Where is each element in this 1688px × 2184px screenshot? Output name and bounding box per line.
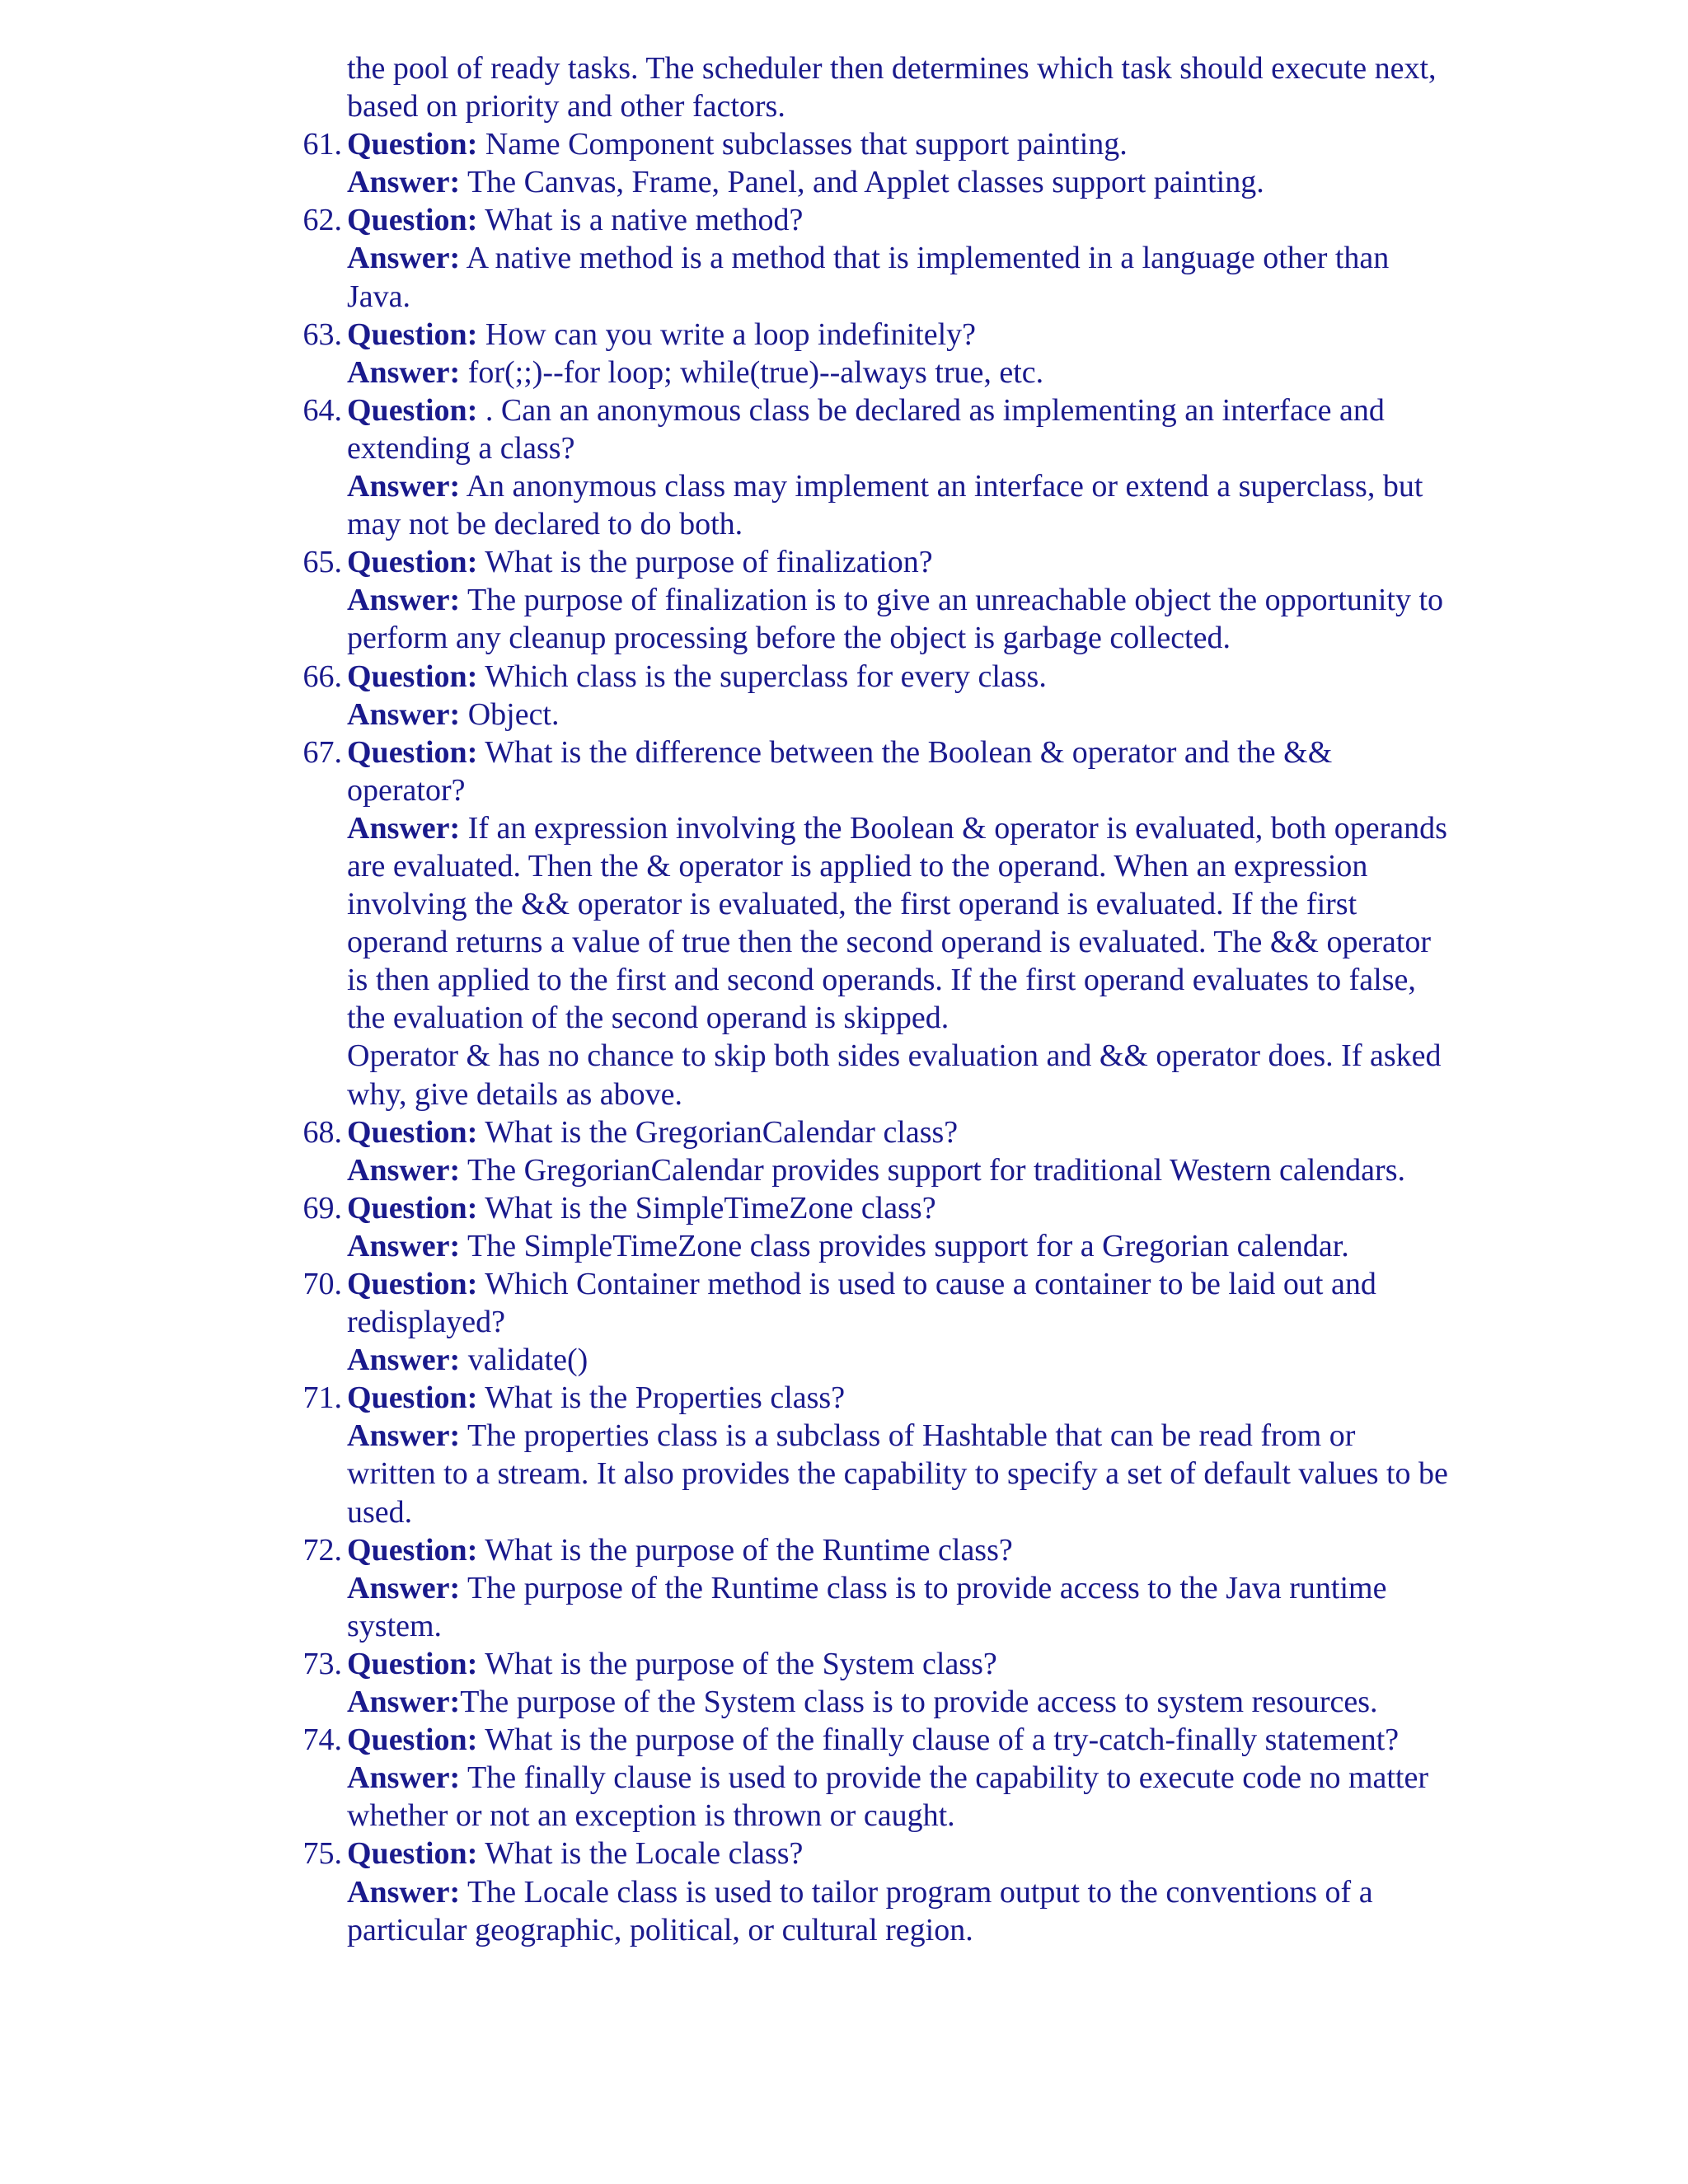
item-number: 71. (302, 1380, 342, 1416)
item-number: 65. (302, 545, 342, 580)
question-line (347, 1113, 1451, 1151)
question-text: What is the purpose of finalization? (485, 545, 933, 580)
question-text: Which class is the superclass for every class. (485, 658, 1047, 694)
answer-text: A native method is a method that is implemented in a language other than Java. (347, 241, 1390, 314)
answer-label: Answer: (347, 1418, 461, 1454)
qa-item (302, 125, 1451, 201)
item-number: 75. (302, 1836, 342, 1872)
question-label: Question: (347, 1190, 478, 1226)
answer-label: Answer: (347, 469, 461, 504)
answer-line (347, 354, 1451, 391)
answer-line (347, 696, 1451, 733)
question-text: Which Container method is used to cause a container to be laid out and redisplayed? (347, 1267, 1376, 1340)
qa-item (302, 1645, 1451, 1721)
question-line (347, 1835, 1451, 1872)
answer-line (347, 467, 1451, 543)
answer-text: validate() (467, 1343, 588, 1378)
question-line (347, 658, 1451, 696)
qa-item (302, 1113, 1451, 1189)
answer-line (347, 163, 1451, 201)
item-number: 63. (302, 316, 342, 352)
answer-label: Answer: (347, 354, 461, 390)
item-number: 72. (302, 1532, 342, 1568)
qa-item (302, 1265, 1451, 1379)
item-number: 73. (302, 1646, 342, 1681)
question-line (347, 391, 1451, 467)
question-line (347, 201, 1451, 239)
question-label: Question: (347, 1722, 478, 1758)
question-text: What is the purpose of the finally clause of a try-catch-finally statement? (485, 1722, 1400, 1758)
question-text: What is the purpose of the System class? (485, 1646, 997, 1681)
answer-label: Answer: (347, 810, 461, 846)
qa-item (302, 1189, 1451, 1265)
answer-note: Operator & has no chance to skip both sides evaluation and && operator does. If asked why, give details as above. (347, 1038, 1442, 1112)
qa-item (302, 1379, 1451, 1530)
answer-line (347, 1341, 1451, 1379)
answer-text: The Locale class is used to tailor program output to the conventions of a particular geographic, political, or cultural region. (347, 1874, 1373, 1947)
item-number: 74. (302, 1722, 342, 1758)
answer-text: The GregorianCalendar provides support for traditional Western calendars. (467, 1152, 1405, 1188)
question-label: Question: (347, 1646, 478, 1681)
answer-line (347, 1759, 1451, 1835)
answer-text: If an expression involving the Boolean & operator is evaluated, both operands are evaluated. Then the & operator is applied to the operand. When an expression involving the && operator is evaluated, the first operand is evaluated. If the first operand returns a value of true then the second operand is evaluated. The && operator is then applied to the first and second operands. If the first operand evaluates to false, the evaluation of the second operand is skipped. (347, 810, 1447, 1036)
question-label: Question: (347, 203, 478, 238)
item-number: 61. (302, 127, 342, 162)
answer-label: Answer: (347, 1760, 461, 1796)
qa-list (302, 125, 1451, 1949)
question-line (347, 1645, 1451, 1683)
answer-label: Answer: (347, 165, 461, 200)
answer-text: The finally clause is used to provide the capability to execute code no matter whether or not an exception is thrown or caught. (347, 1760, 1429, 1834)
answer-text: for(;;)--for loop; while(true)--always true, etc. (467, 354, 1044, 390)
answer-label: Answer: (347, 241, 461, 276)
question-label: Question: (347, 545, 478, 580)
qa-item (302, 658, 1451, 733)
item-number: 66. (302, 658, 342, 694)
answer-text: The purpose of the System class is to provide access to system resources. (460, 1685, 1378, 1720)
answer-text: The purpose of the Runtime class is to provide access to the Java runtime system. (347, 1570, 1387, 1643)
answer-text: The Canvas, Frame, Panel, and Applet classes support painting. (467, 165, 1264, 200)
answer-text: The SimpleTimeZone class provides support for a Gregorian calendar. (467, 1228, 1349, 1263)
question-text: What is the difference between the Boolean & operator and the && operator? (347, 734, 1333, 808)
question-line (347, 1265, 1451, 1341)
question-label: Question: (347, 1114, 478, 1150)
question-label: Question: (347, 127, 478, 162)
answer-line (347, 1417, 1451, 1530)
answer-label: Answer: (347, 1152, 461, 1188)
answer-label: Answer: (347, 583, 461, 618)
question-text: What is a native method? (485, 203, 804, 238)
question-label: Question: (347, 1267, 478, 1301)
question-line (347, 1721, 1451, 1759)
question-line (347, 1531, 1451, 1569)
question-label: Question: (347, 316, 478, 352)
question-text: What is the Locale class? (485, 1836, 804, 1872)
qa-item (302, 543, 1451, 657)
question-text: What is the SimpleTimeZone class? (485, 1190, 936, 1226)
item-number: 64. (302, 392, 342, 428)
question-text: What is the GregorianCalendar class? (485, 1114, 959, 1150)
intro-paragraph: the pool of ready tasks. The scheduler then determines which task should execute next, based on priority and other factors. (347, 51, 1437, 124)
item-number: 68. (302, 1114, 342, 1150)
question-line (347, 316, 1451, 354)
answer-line (347, 1151, 1451, 1189)
qa-item (302, 201, 1451, 315)
question-label: Question: (347, 1836, 478, 1872)
answer-line (347, 1227, 1451, 1265)
question-line (347, 733, 1451, 809)
item-number: 62. (302, 203, 342, 238)
answer-label: Answer: (347, 1343, 461, 1378)
answer-line (347, 239, 1451, 315)
qa-item (302, 316, 1451, 391)
answer-label: Answer: (347, 1228, 461, 1263)
question-text: How can you write a loop indefinitely? (485, 316, 977, 352)
answer-line (347, 1683, 1451, 1721)
qa-item (302, 733, 1451, 1113)
answer-line (347, 1873, 1451, 1949)
answer-text: An anonymous class may implement an interface or extend a superclass, but may not be declared to do both. (347, 469, 1423, 542)
answer-text: The purpose of finalization is to give an unreachable object the opportunity to perform any cleanup processing before the object is garbage collected. (347, 583, 1444, 656)
answer-line (347, 581, 1451, 657)
answer-label: Answer: (347, 696, 461, 732)
question-label: Question: (347, 1532, 478, 1568)
question-label: Question: (347, 658, 478, 694)
answer-label: Answer: (347, 1874, 461, 1910)
item-number: 70. (302, 1267, 342, 1301)
answer-text: Object. (467, 696, 560, 732)
question-line (347, 1379, 1451, 1417)
question-text: Name Component subclasses that support painting. (485, 127, 1128, 162)
qa-item (302, 1835, 1451, 1948)
question-label: Question: (347, 734, 478, 770)
question-line (347, 1189, 1451, 1227)
answer-label: Answer: (347, 1570, 461, 1605)
question-text: . Can an anonymous class be declared as implementing an interface and extending a class? (347, 392, 1385, 466)
qa-item (302, 1721, 1451, 1835)
question-line (347, 543, 1451, 581)
answer-line (347, 1569, 1451, 1645)
answer-text: The properties class is a subclass of Hashtable that can be read from or written to a stream. It also provides the capability to specify a set of default values to be used. (347, 1418, 1448, 1530)
question-text: What is the purpose of the Runtime class? (485, 1532, 1013, 1568)
answer-label: Answer: (347, 1685, 461, 1720)
answer-line (347, 809, 1451, 1038)
document-content (302, 49, 1451, 1949)
qa-item (302, 1531, 1451, 1645)
qa-item (302, 391, 1451, 543)
question-label: Question: (347, 1380, 478, 1416)
question-line (347, 125, 1451, 163)
question-label: Question: (347, 392, 478, 428)
question-text: What is the Properties class? (485, 1380, 846, 1416)
item-number: 67. (302, 734, 342, 770)
item-number: 69. (302, 1190, 342, 1226)
